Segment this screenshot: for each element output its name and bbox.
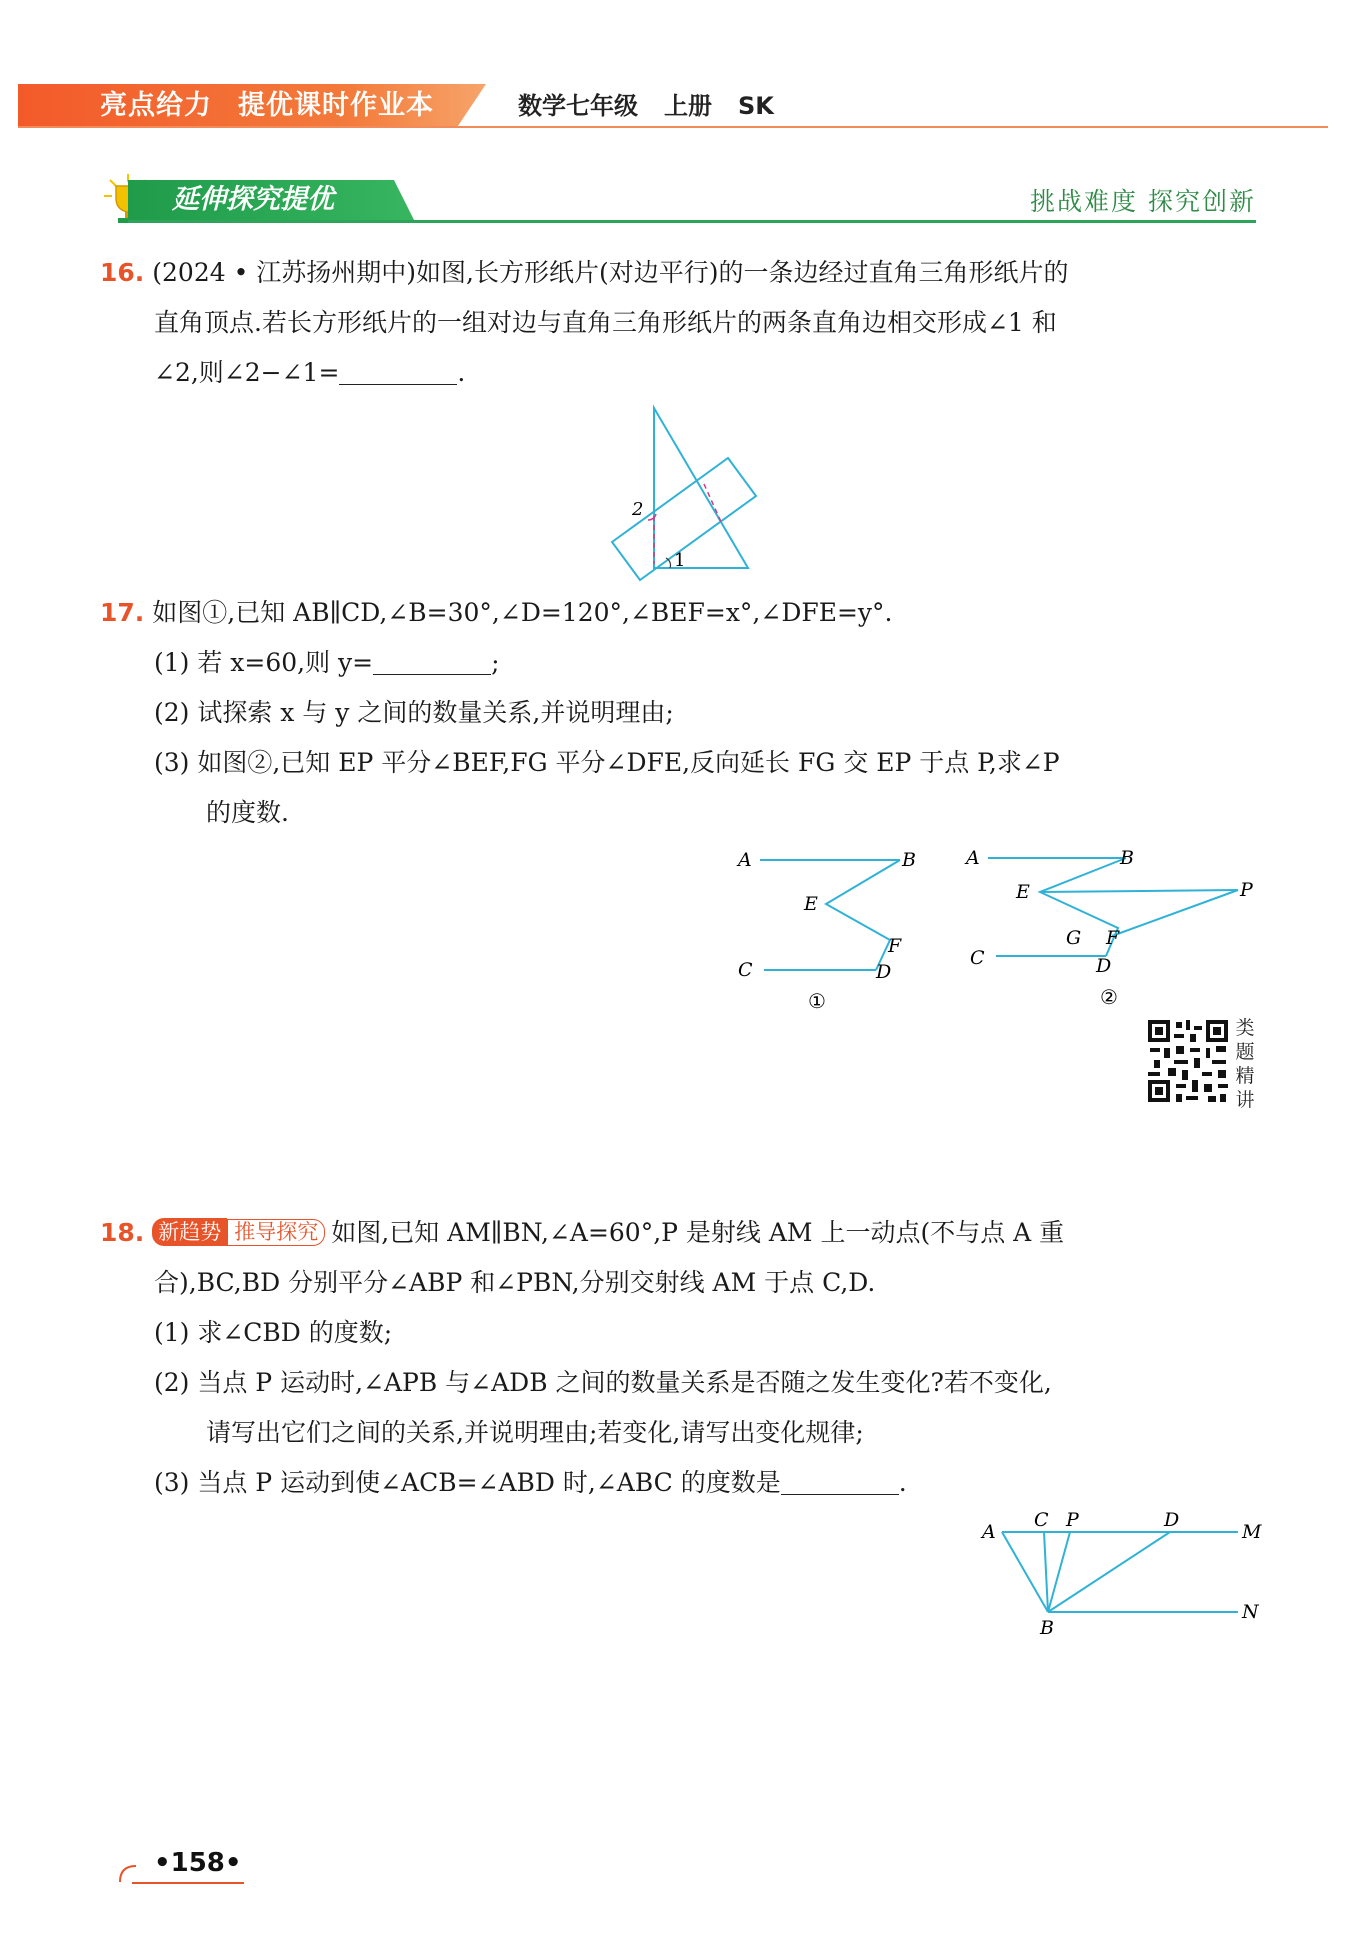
brand-name: 亮点给力 — [100, 90, 212, 121]
q17-line1 — [100, 596, 893, 630]
header-book-info — [518, 88, 800, 124]
q16-line1 — [100, 256, 1068, 290]
book-subtitle: 提优课时作业本 — [238, 90, 434, 121]
q18-text-1: 如图,已知 AM∥BN,∠A=60°,P 是射线 AM 上一动点(不与点 A 重 — [331, 1218, 1065, 1247]
q18-number: 18. — [100, 1218, 145, 1247]
fig18-label-M: M — [1242, 1521, 1262, 1543]
fig18-label-N: N — [1242, 1601, 1259, 1623]
q17-answer-blank[interactable] — [373, 648, 491, 675]
trend-tag: 新趋势 — [152, 1218, 227, 1246]
q18-line2: 合),BC,BD 分别平分∠ABP 和∠PBN,分别交射线 AM 于点 C,D. — [154, 1268, 876, 1297]
page-number: •158• — [154, 1848, 242, 1878]
header-rule — [18, 126, 1328, 128]
fig1-label-F: F — [888, 935, 902, 957]
q17-part2: (2) 试探索 x 与 y 之间的数量关系,并说明理由; — [154, 698, 674, 727]
q16-triangle — [654, 408, 748, 568]
q16-label-1: 1 — [674, 550, 686, 571]
fig2-label-F: F — [1106, 927, 1120, 949]
q16-line2: 直角顶点.若长方形纸片的一组对边与直角三角形纸片的两条直角边相交形成∠1 和 — [154, 308, 1057, 337]
q16-text-3: ∠2,则∠2−∠1= — [154, 358, 340, 387]
q16-figure — [600, 400, 770, 586]
fig18-label-C: C — [1034, 1509, 1049, 1531]
fig1-label-D: D — [876, 961, 892, 983]
q16-period: . — [457, 358, 466, 387]
edition-label: SK — [738, 92, 774, 120]
fig2-label-B: B — [1120, 847, 1134, 869]
fig18-label-B: B — [1040, 1617, 1054, 1638]
q17-part3-line1: (3) 如图②,已知 EP 平分∠BEF,FG 平分∠DFE,反向延长 FG 交 EP 于点 P,求∠P — [154, 748, 1060, 777]
fig2-label-A: A — [966, 847, 980, 869]
fig2-caption: ② — [1100, 985, 1118, 1009]
q18-answer-blank[interactable] — [781, 1468, 899, 1495]
fig2-label-P: P — [1240, 879, 1253, 901]
q17-part1-text: (1) 若 x=60,则 y= — [154, 648, 374, 677]
q18-line1 — [100, 1216, 1064, 1250]
fig1-label-A: A — [738, 849, 752, 871]
qr-caption — [1232, 1016, 1258, 1112]
fig1-label-C: C — [738, 959, 753, 981]
fig1-caption: ① — [808, 989, 826, 1013]
q18-figure — [976, 1508, 1266, 1638]
q16-line3 — [154, 356, 465, 390]
q17-part1-punct: ; — [491, 648, 500, 677]
qr-caption-char: 题 — [1235, 1041, 1255, 1063]
q17-part1 — [154, 646, 500, 680]
q18-part2-line2: 请写出它们之间的关系,并说明理由;若变化,请写出变化规律; — [206, 1418, 864, 1447]
q18-part3 — [154, 1466, 907, 1500]
header-brand — [100, 88, 434, 124]
fig2-label-G: G — [1066, 927, 1082, 949]
q16-number: 16. — [100, 258, 145, 287]
fig18-label-A: A — [982, 1521, 996, 1543]
q18-part3-text: (3) 当点 P 运动到使∠ACB=∠ABD 时,∠ABC 的度数是 — [154, 1468, 781, 1497]
q16-label-2: 2 — [632, 499, 644, 520]
q17-figure-1 — [730, 836, 930, 1016]
q17-figure-2 — [960, 832, 1260, 1012]
qr-caption-char: 精 — [1235, 1065, 1255, 1087]
q17-part3-line2: 的度数. — [206, 798, 289, 827]
fig18-label-D: D — [1164, 1509, 1180, 1531]
qr-caption-char: 讲 — [1235, 1089, 1255, 1111]
q16-text-1: (2024 • 江苏扬州期中)如图,长方形纸片(对边平行)的一条边经过直角三角形纸片的 — [152, 258, 1069, 287]
subject-label: 数学七年级 — [518, 92, 638, 120]
q17-text-1: 如图①,已知 AB∥CD,∠B=30°,∠D=120°,∠BEF=x°,∠DFE=y°. — [152, 598, 893, 627]
fig2-label-D: D — [1096, 955, 1112, 977]
fig2-label-C: C — [970, 947, 985, 969]
qr-code-icon[interactable] — [1146, 1018, 1230, 1104]
q18-part2-line1: (2) 当点 P 运动时,∠APB 与∠ADB 之间的数量关系是否随之发生变化?若不变化, — [154, 1368, 1052, 1397]
fig18-label-P: P — [1066, 1509, 1079, 1531]
fig1-label-B: B — [902, 849, 916, 871]
q18-part1: (1) 求∠CBD 的度数; — [154, 1318, 393, 1347]
q18-period: . — [898, 1468, 907, 1497]
qr-caption-char: 类 — [1235, 1017, 1255, 1039]
section-rule — [128, 220, 1256, 223]
fig2-label-E: E — [1016, 881, 1030, 903]
q16-dashed-2 — [704, 484, 722, 524]
section-title: 延伸探究提优 — [172, 184, 334, 215]
q17-number: 17. — [100, 598, 145, 627]
section-tagline: 挑战难度 探究创新 — [1030, 187, 1256, 216]
q16-answer-blank[interactable] — [339, 358, 457, 385]
page-number-rule — [132, 1882, 244, 1884]
volume-label: 上册 — [664, 92, 712, 120]
inquiry-tag: 推导探究 — [227, 1219, 325, 1246]
fig1-label-E: E — [804, 893, 818, 915]
